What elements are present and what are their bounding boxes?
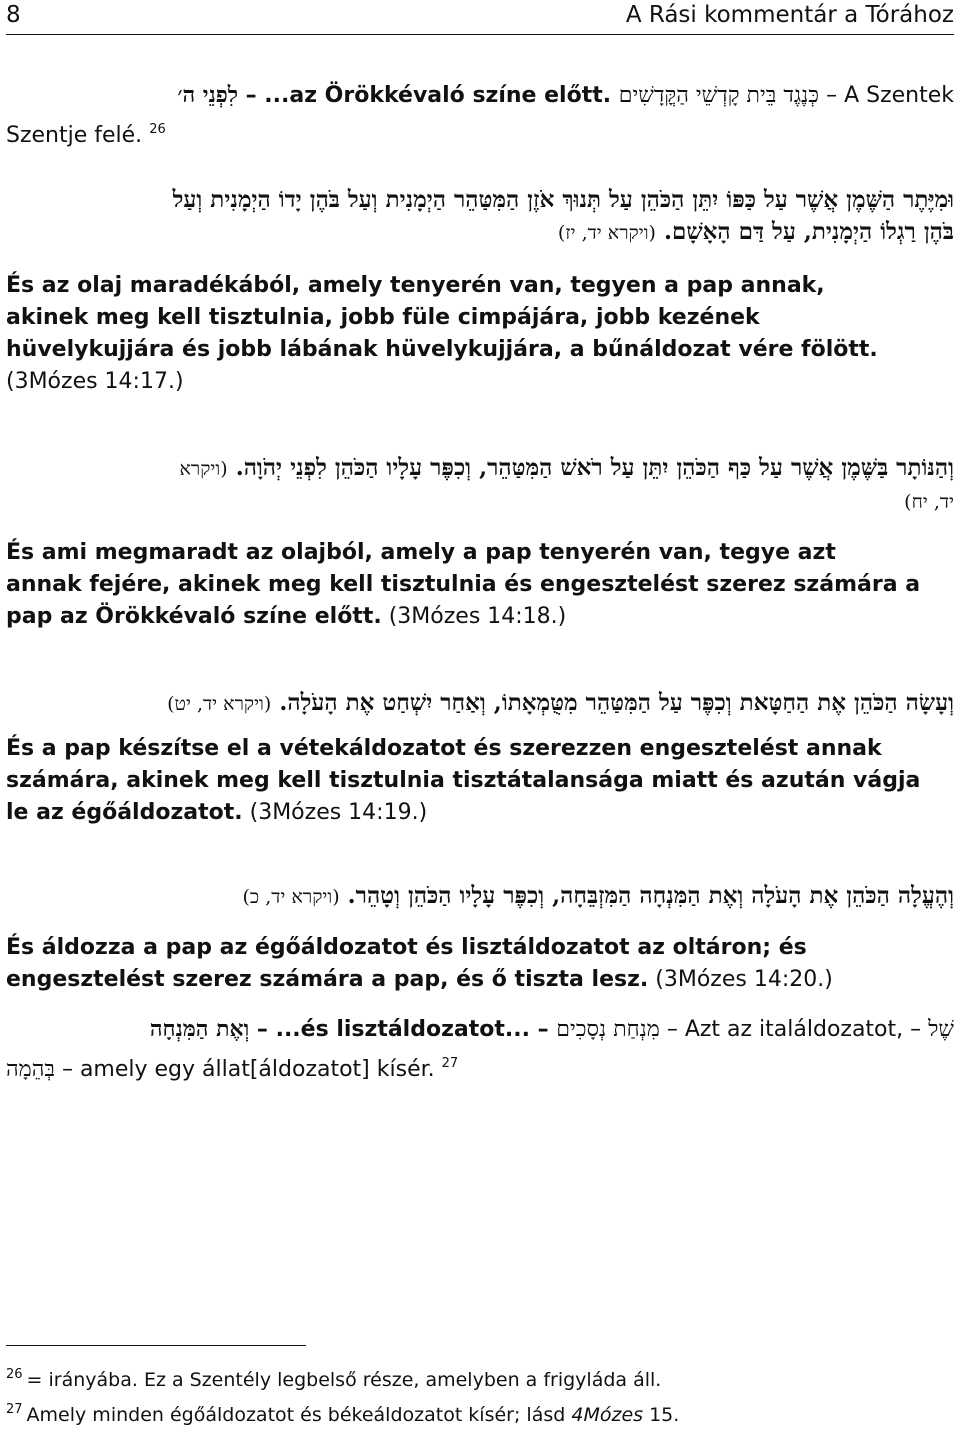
- page-header: [6, 0, 954, 35]
- verse-hebrew-1: [6, 184, 954, 249]
- intro-bold-gloss: – ...az Örökkévaló színe előtt.: [237, 83, 619, 108]
- hungarian-reference: (3Mózes 14:19.): [249, 800, 428, 825]
- footnote-number: 26: [6, 1367, 23, 1382]
- commentary-bold-gloss: – ...és lisztáldozatot... –: [249, 1017, 557, 1042]
- footnote-text: = irányába. Ez a Szentély legbelső része, amelyben a frigyláda áll.: [26, 1369, 662, 1391]
- hungarian-line: [6, 765, 954, 797]
- hungarian-line: [6, 932, 954, 964]
- hebrew-text: וְעָשָׂה הַכֹּהֵן אֶת הַחַטָּאת וְכִפֶּר עַל הַמִּטַּהֵר מִטֻּמְאָתוֹ, וְאַחַר יִשְׁחַט אֶת הָעֹלָה.: [279, 689, 954, 716]
- footnote-book-name: 4Mózes: [571, 1404, 644, 1426]
- commentary-hebrew-lemma: וְאֶת הַמִּנְחָה: [149, 1016, 250, 1042]
- hungarian-text: És a pap készítse el a vétekáldozatot és szerezzen engesztelést annak: [6, 736, 882, 761]
- hungarian-line: [6, 302, 954, 334]
- footnote-rule: [6, 1345, 306, 1346]
- hungarian-line: [6, 366, 954, 398]
- intro-line-2: [6, 113, 954, 153]
- hebrew-line: [6, 216, 954, 249]
- hebrew-line: וּמִיֶּתֶר הַשֶּׁמֶן אֲשֶׁר עַל כַּפּוֹ יִתֵּן הַכֹּהֵן עַל תְּנוּךְ אֹזֶן הַמִּטַּהֵר הַיְמָנִית וְעַל בֹּהֶן יָדוֹ הַיְמָנִית וְעַל: [172, 186, 954, 213]
- hungarian-line: [6, 270, 954, 302]
- commentary-mid-text: – Azt az italáldozatot, –: [659, 1017, 929, 1042]
- hungarian-line: [6, 569, 954, 601]
- hungarian-text: pap az Örökkévaló színe előtt.: [6, 604, 382, 629]
- intro-hebrew-phrase: כְּנֶגֶד בֵּית קָדְשֵׁי הַקֳּדָשִׁים: [618, 83, 820, 108]
- hungarian-text: És ami megmaradt az olajból, amely a pap tenyerén van, tegye azt: [6, 540, 836, 565]
- hungarian-reference: (3Mózes 14:20.): [655, 967, 833, 992]
- hebrew-reference: (ויקרא יד, כ): [242, 886, 340, 908]
- footnote-27: [6, 1398, 679, 1427]
- commentary-line-1: [6, 1012, 954, 1047]
- hungarian-line: [6, 601, 954, 633]
- page-number: 8: [6, 2, 21, 28]
- hungarian-text: És áldozza a pap az égőáldozatot és lisztáldozatot az oltáron; és: [6, 935, 807, 960]
- hebrew-line: [6, 485, 954, 518]
- intro-commentary: [6, 78, 954, 153]
- commentary-hebrew-phrase: מִנְחַת נְסָכִים: [556, 1017, 660, 1042]
- verse-hebrew-3: [6, 687, 954, 720]
- hungarian-text: le az égőáldozatot.: [6, 800, 243, 825]
- hungarian-line: [6, 334, 954, 366]
- verse-hungarian-1: [6, 270, 954, 398]
- footnote-marker-27: 27: [441, 1056, 459, 1071]
- hebrew-text: וְהַנּוֹתָר בַּשֶּׁמֶן אֲשֶׁר עַל כַּף הַכֹּהֵן יִתֵּן עַל רֹאשׁ הַמִּטַּהֵר, וְכִפֶּר עָלָיו הַכֹּהֵן לִפְנֵי יְהֹוָה.: [235, 454, 954, 481]
- intro-hebrew-lemma: לִפְנֵי ה׳: [177, 82, 238, 108]
- hungarian-text: akinek meg kell tisztulnia, jobb füle cimpájára, jobb kezének: [6, 305, 760, 330]
- hungarian-reference: (3Mózes 14:18.): [388, 604, 567, 629]
- hungarian-line: [6, 733, 954, 765]
- hebrew-reference: (ויקרא: [179, 458, 228, 480]
- footnote-26: [6, 1363, 661, 1392]
- hebrew-reference: (ויקרא יד, יז): [557, 222, 656, 244]
- hungarian-line: [6, 537, 954, 569]
- verse-hungarian-4: [6, 932, 954, 996]
- commentary-hebrew-shel: שֶׁל: [928, 1017, 954, 1042]
- verse-hebrew-2: [6, 452, 954, 518]
- footnote-text: Amely minden égőáldozatot és békeáldozatot kísér; lásd: [26, 1404, 572, 1426]
- rashi-commentary: [6, 1012, 954, 1087]
- verse-hebrew-4: [6, 880, 954, 913]
- hungarian-text: annak fejére, akinek meg kell tisztulnia és engesztelést szerez számára a: [6, 572, 921, 597]
- intro-line-1: [6, 78, 954, 113]
- hebrew-text: וְהֶעֱלָה הַכֹּהֵן אֶת הָעֹלָה וְאֶת הַמִּנְחָה הַמִּזְבֵּחָה, וְכִפֶּר עָלָיו הַכֹּהֵן וְטָהֵר.: [347, 882, 954, 909]
- hebrew-text: בֹּהֶן רַגְלוֹ הַיְמָנִית, עַל דַּם הָאָשָׁם.: [663, 218, 954, 245]
- footnote-marker-26: 26: [149, 122, 166, 137]
- commentary-hebrew-behema: בְּהֵמָה: [6, 1057, 55, 1082]
- commentary-line-2: [6, 1047, 954, 1087]
- hebrew-line: [6, 452, 954, 485]
- hebrew-reference: יד, יח): [904, 491, 954, 513]
- running-title: A Rási kommentár a Tórához: [625, 2, 954, 28]
- hebrew-line: [6, 687, 954, 720]
- hungarian-text: hüvelykujjára és jobb lábának hüvelykujjára, a bűnáldozat vére fölött.: [6, 337, 878, 362]
- verse-hungarian-2: [6, 537, 954, 633]
- hebrew-reference: (ויקרא יד, יט): [167, 693, 272, 715]
- hungarian-line: [6, 797, 954, 829]
- footnote-text-tail: 15.: [643, 1404, 680, 1426]
- hungarian-text: számára, akinek meg kell tisztulnia tisztátalansága miatt és azután vágja: [6, 768, 921, 793]
- commentary-tail: – amely egy állat[áldozatot] kísér.: [54, 1057, 435, 1082]
- intro-line-2-text: Szentje felé.: [6, 123, 143, 148]
- hungarian-text: És az olaj maradékából, amely tenyerén van, tegyen a pap annak,: [6, 273, 825, 298]
- hebrew-line: [6, 880, 954, 913]
- footnote-number: 27: [6, 1402, 23, 1417]
- intro-tail: – A Szentek: [819, 83, 954, 108]
- hungarian-text: engesztelést szerez számára a pap, és ő tiszta lesz.: [6, 967, 649, 992]
- hungarian-line: [6, 964, 954, 996]
- hungarian-reference: (3Mózes 14:17.): [6, 369, 184, 394]
- verse-hungarian-3: [6, 733, 954, 829]
